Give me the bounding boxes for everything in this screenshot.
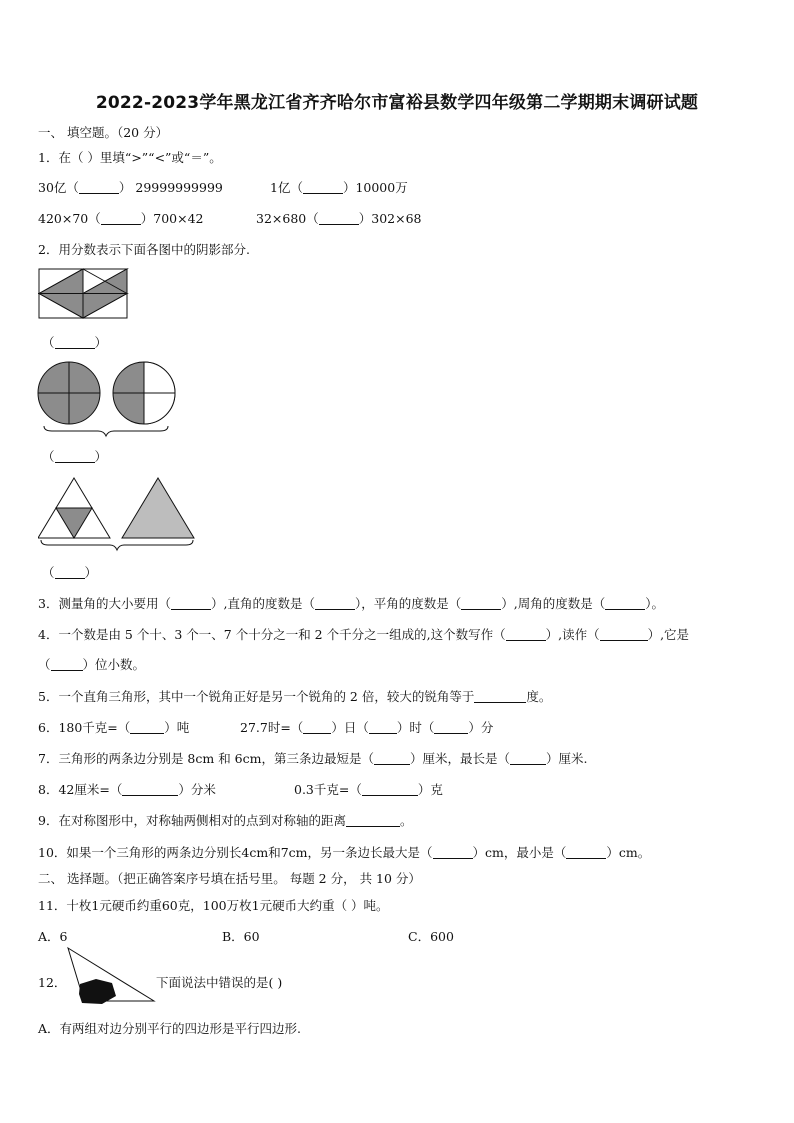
q4-line2: [38, 655, 145, 673]
triangle-left: [38, 478, 110, 538]
answer-blank[interactable]: [461, 597, 501, 610]
q10-text-3: ）cm。: [606, 845, 651, 860]
q5-text-2: 度。: [526, 689, 552, 704]
q8-text-3: 0.3千克=（: [294, 782, 362, 797]
q1-text: 1．在（ ）里填“>”“<”或“＝”。: [38, 150, 222, 165]
q5: [38, 687, 551, 705]
q2-text: 2．用分数表示下面各图中的阴影部分.: [38, 242, 250, 257]
q1-row1: [38, 178, 223, 196]
answer-blank[interactable]: [369, 721, 397, 734]
q5-text-1: 5．一个直角三角形，其中一个锐角正好是另一个锐角的 2 倍，较大的锐角等于: [38, 689, 475, 704]
q8-text-4: ）克: [417, 782, 443, 797]
q11-option-b[interactable]: B．60: [222, 929, 260, 944]
q10: [38, 843, 650, 861]
q6-text-1: 6．180千克=（: [38, 720, 131, 735]
answer-blank[interactable]: [79, 181, 119, 194]
q4-line1: [38, 625, 689, 643]
q2-answer-3: [42, 563, 97, 581]
q4-text-2: ）,读作（: [545, 627, 600, 642]
q1-row2: [38, 209, 204, 227]
triangle-with-blot-figure: [66, 946, 156, 1008]
q4-text-4: （: [38, 657, 51, 672]
q1-row2a-end: ）700×42: [140, 211, 204, 226]
circle-left: [38, 362, 100, 424]
q3-text-1: 3．测量角的大小要用（: [38, 596, 171, 611]
paren-open: （: [42, 449, 55, 464]
q2-answer-2: [42, 447, 107, 465]
q1-row2b-end: ）302×68: [358, 211, 422, 226]
q9-text-2: 。: [399, 813, 413, 828]
page-title: 2022-2023学年黑龙江省齐齐哈尔市富裕县数学四年级第二学期期末调研试题: [95, 93, 699, 113]
q3: [38, 594, 664, 612]
q9-text-1: 9．在对称图形中，对称轴两侧相对的点到对称轴的距离: [38, 813, 346, 828]
answer-blank[interactable]: [600, 628, 648, 641]
answer-blank[interactable]: [566, 846, 606, 859]
q1-row1a-end: ） 29999999999: [118, 180, 223, 195]
answer-blank[interactable]: [51, 658, 83, 671]
answer-blank[interactable]: [433, 846, 473, 859]
paren-open: （: [42, 335, 55, 350]
q1-row2a: 420×70（: [38, 211, 101, 226]
answer-blank[interactable]: [474, 690, 526, 703]
q12-number: 12．: [38, 975, 67, 990]
q7: [38, 749, 588, 767]
brace: [41, 540, 193, 550]
answer-blank[interactable]: [434, 721, 468, 734]
q2-answer-1: [42, 333, 107, 351]
answer-blank[interactable]: [510, 752, 546, 765]
q3-text-5: ）。: [645, 596, 664, 611]
q4-text-3: ）,它是: [647, 627, 690, 642]
answer-blank[interactable]: [303, 181, 343, 194]
answer-blank[interactable]: [374, 752, 410, 765]
answer-blank[interactable]: [101, 212, 141, 225]
q6-text-4: ）日（: [331, 720, 369, 735]
paren-close: ）: [94, 335, 108, 350]
q11-text: 11．十枚1元硬币约重60克，100万枚1元硬币大约重（ ）吨。: [38, 898, 389, 913]
q12-text: 下面说法中错误的是( ): [156, 975, 283, 990]
q1-row1b-line: [270, 178, 408, 196]
q6-text-2: ）吨: [164, 720, 190, 735]
answer-blank[interactable]: [319, 212, 359, 225]
q8-part-b: [294, 780, 443, 798]
triangle-right: [122, 478, 194, 538]
q10-text-2: ）cm，最小是（: [472, 845, 567, 860]
paren-open: （: [42, 565, 55, 580]
q7-text-2: ）厘米，最长是（: [410, 751, 511, 766]
q7-text-1: 7．三角形的两条边分别是 8cm 和 6cm，第三条边最短是（: [38, 751, 374, 766]
answer-blank[interactable]: [346, 814, 400, 827]
answer-blank[interactable]: [315, 597, 355, 610]
q3-text-4: ）,周角的度数是（: [501, 596, 606, 611]
circles-figure: [36, 360, 176, 440]
answer-blank[interactable]: [122, 783, 178, 796]
brace: [44, 426, 168, 436]
q6-text-3: 27.7时=（: [240, 720, 304, 735]
q6-text-6: ）分: [468, 720, 494, 735]
answer-blank[interactable]: [171, 597, 211, 610]
q6-part-a: [38, 718, 189, 736]
circle-right: [113, 362, 175, 424]
q8-text-2: ）分米: [178, 782, 216, 797]
q4-text-1: 4．一个数是由 5 个十、3 个一、7 个十分之一和 2 个千分之一组成的,这个数写作（: [38, 627, 506, 642]
answer-blank[interactable]: [362, 783, 418, 796]
answer-blank[interactable]: [303, 721, 331, 734]
q7-text-3: ）厘米.: [546, 751, 588, 766]
paren-close: ）: [94, 449, 108, 464]
q8-text-1: 8．42厘米=（: [38, 782, 123, 797]
section-1-heading: 一、 填空题。（20 分）: [38, 125, 169, 140]
q4-text-5: ）位小数。: [82, 657, 146, 672]
q11-option-a[interactable]: A．6: [38, 929, 68, 944]
q1-row2b-line: [256, 209, 422, 227]
q8-part-a: [38, 780, 216, 798]
answer-blank[interactable]: [55, 566, 85, 579]
answer-blank[interactable]: [605, 597, 645, 610]
q1-row2b: 32×680（: [256, 211, 319, 226]
q3-text-2: ）,直角的度数是（: [210, 596, 315, 611]
q10-text-1: 10．如果一个三角形的两条边分别长4cm和7cm，另一条边长最大是（: [38, 845, 433, 860]
q6-text-5: ）时（: [396, 720, 435, 735]
paren-close: ）: [84, 565, 98, 580]
q1-row1b: 1亿（: [270, 180, 303, 195]
answer-blank[interactable]: [55, 450, 95, 463]
answer-blank[interactable]: [506, 628, 546, 641]
q1-row1a: 30亿（: [38, 180, 79, 195]
q6-part-b: [240, 718, 493, 736]
q1-row1b-end: ）10000万: [342, 180, 408, 195]
q9: [38, 811, 412, 829]
q12-option-a[interactable]: A．有两组对边分别平行的四边形是平行四边形.: [38, 1021, 302, 1036]
triangles-figure: [38, 476, 198, 552]
q11-option-c[interactable]: C．600: [408, 929, 454, 944]
answer-blank[interactable]: [55, 336, 95, 349]
section-2-heading: 二、 选择题。（把正确答案序号填在括号里。 每题 2 分， 共 10 分）: [38, 871, 421, 886]
q3-text-3: ），平角的度数是（: [354, 596, 462, 611]
rectangle-figure: [38, 268, 130, 320]
answer-blank[interactable]: [130, 721, 164, 734]
